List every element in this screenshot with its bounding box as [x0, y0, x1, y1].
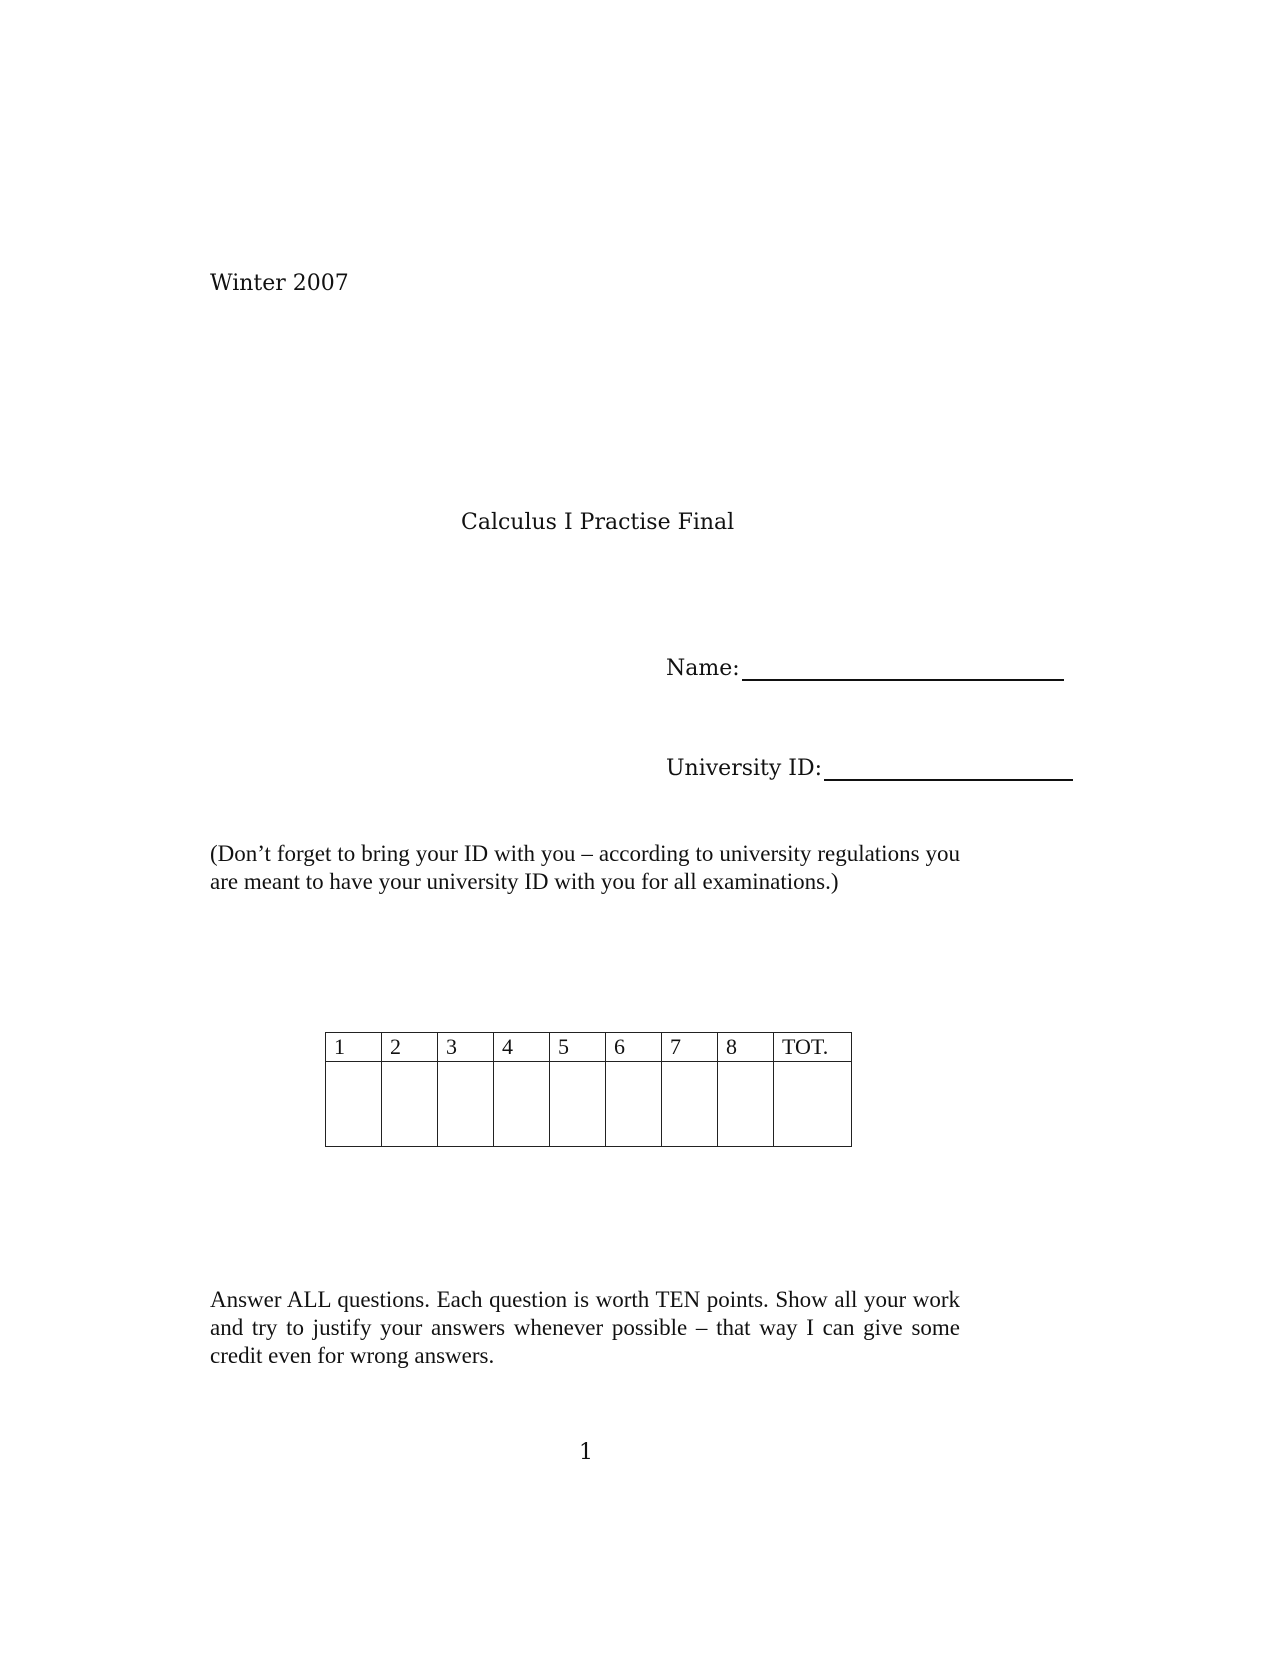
score-header-q3: 3 — [438, 1033, 494, 1062]
score-table — [325, 1032, 852, 1147]
page-number: 1 — [579, 1440, 593, 1465]
score-cell-q1[interactable] — [326, 1062, 382, 1147]
exam-title: Calculus I Practise Final — [461, 510, 735, 535]
score-header-q5: 5 — [550, 1033, 606, 1062]
score-header-q4: 4 — [494, 1033, 550, 1062]
score-cell-q4[interactable] — [494, 1062, 550, 1147]
score-cell-total[interactable] — [774, 1062, 852, 1147]
name-field-row — [666, 656, 1064, 681]
score-cell-q7[interactable] — [662, 1062, 718, 1147]
score-table-header-row — [326, 1033, 852, 1062]
score-header-total: TOT. — [774, 1033, 852, 1062]
name-blank-line[interactable] — [742, 659, 1064, 681]
score-cell-q6[interactable] — [606, 1062, 662, 1147]
id-reminder-note: (Don’t forget to bring your ID with you – according to university regulations you are meant to have your university ID with you for all examinations.) — [210, 841, 960, 894]
score-header-q7: 7 — [662, 1033, 718, 1062]
score-cell-q8[interactable] — [718, 1062, 774, 1147]
score-header-q6: 6 — [606, 1033, 662, 1062]
score-header-q8: 8 — [718, 1033, 774, 1062]
university-id-label: University ID: — [666, 756, 823, 781]
university-id-field-row — [666, 756, 1073, 781]
score-header-q2: 2 — [382, 1033, 438, 1062]
exam-instructions: Answer ALL questions. Each question is worth TEN points. Show all your work and try to justify your answers whenever possible – that way I can give some credit even for wrong answers. — [210, 1287, 960, 1368]
score-table-row — [326, 1062, 852, 1147]
score-header-q1: 1 — [326, 1033, 382, 1062]
score-cell-q5[interactable] — [550, 1062, 606, 1147]
score-cell-q2[interactable] — [382, 1062, 438, 1147]
university-id-blank-line[interactable] — [824, 759, 1073, 781]
semester-label: Winter 2007 — [210, 271, 349, 296]
name-label: Name: — [666, 656, 740, 681]
score-cell-q3[interactable] — [438, 1062, 494, 1147]
